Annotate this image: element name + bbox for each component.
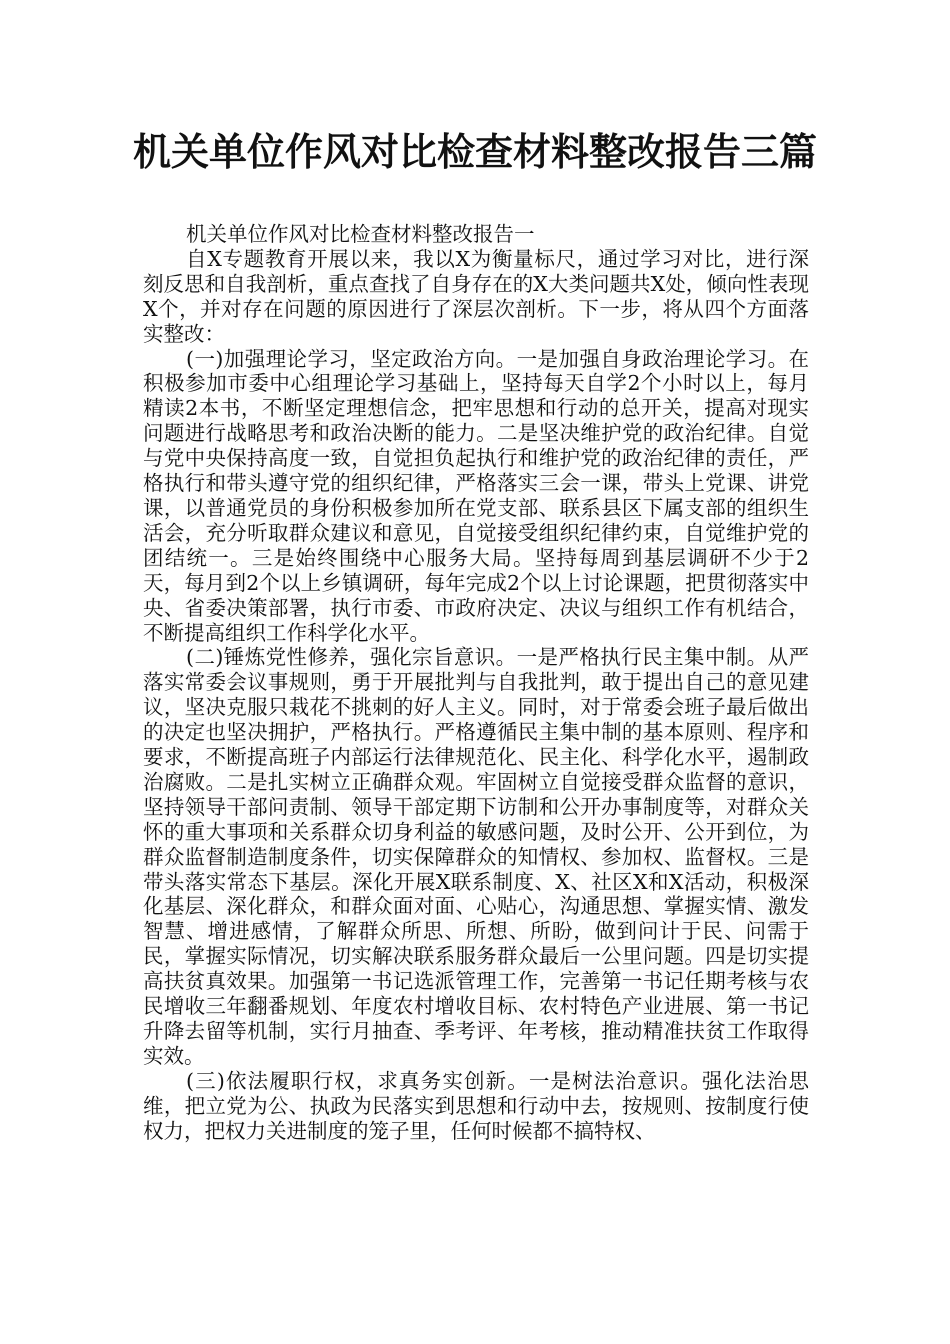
section-2-paragraph: (二)锤炼党性修养，强化宗旨意识。一是严格执行民主集中制。从严落实常委会议事规则，勇于开展批判与自我批判，敢于提出自己的意见建议，坚决克服只栽花不挑刺的好人主义。同时，对于常委会班子最后做出的决定也坚决拥护，严格执行。严格遵循民主集中制的基本原则、程序和要求，不断提高班子内部运行法律规范化、民主化、科学化水平，遏制政治腐败。二是扎实树立正确群众观。牢固树立自觉接受群众监督的意识，坚持领导干部问责制、领导干部定期下访制和公开办事制度等，对群众关怀的重大事项和关系群众切身利益的敏感问题，及时公开、公开到位，为群众监督制造制度条件，切实保障群众的知情权、参加权、监督权。三是带头落实常态下基层。深化开展X联系制度、X、社区X和X活动，积极深化基层、深化群众，和群众面对面、心贴心，沟通思想、掌握实情、激发智慧、增进感情，了解群众所思、所想、所盼，做到问计于民、问需于民，掌握实际情况，切实解决联系服务群众最后一公里问题。四是切实提高扶贫真效果。加强第一书记选派管理工作，完善第一书记任期考核与农民增收三年翻番规划、年度农村增收目标、农村特色产业进展、第一书记升降去留等机制，实行月抽查、季考评、年考核，推动精准扶贫工作取得实效。	[143, 645, 809, 1068]
section-1-paragraph: (一)加强理论学习，坚定政治方向。一是加强自身政治理论学习。在积极参加市委中心组理论学习基础上，坚持每天自学2个小时以上，每月精读2本书，不断坚定理想信念，把牢思想和行动的总开关，提高对现实问题进行战略思考和政治决断的能力。二是坚决维护党的政治纪律。自觉与党中央保持高度一致，自觉担负起执行和维护党的政治纪律的责任，严格执行和带头遵守党的组织纪律，严格落实三会一课，带头上党课、讲党课，以普通党员的身份积极参加所在党支部、联系县区下属支部的组织生活会，充分听取群众建议和意见，自觉接受组织纪律约束，自觉维护党的团结统一。三是始终围绕中心服务大局。坚持每周到基层调研不少于2天，每月到2个以上乡镇调研，每年完成2个以上讨论课题，把贯彻落实中央、省委决策部署，执行市委、市政府决定、决议与组织工作有机结合，不断提高组织工作科学化水平。	[143, 346, 809, 645]
document-body	[143, 222, 809, 1144]
intro-paragraph: 自X专题教育开展以来，我以X为衡量标尺，通过学习对比，进行深刻反思和自我剖析，重点查找了自身存在的X大类问题共X处，倾向性表现X个，并对存在问题的原因进行了深层次剖析。下一步，将从四个方面落实整改：	[143, 246, 809, 346]
document-title: 机关单位作风对比检查材料整改报告三篇	[132, 130, 817, 174]
section-3-paragraph: (三)依法履职行权，求真务实创新。一是树法治意识。强化法治思维，把立党为公、执政为民落实到思想和行动中去，按规则、按制度行使权力，把权力关进制度的笼子里，任何时候都不搞特权、	[143, 1068, 809, 1143]
report-subtitle: 机关单位作风对比检查材料整改报告一	[186, 222, 535, 246]
